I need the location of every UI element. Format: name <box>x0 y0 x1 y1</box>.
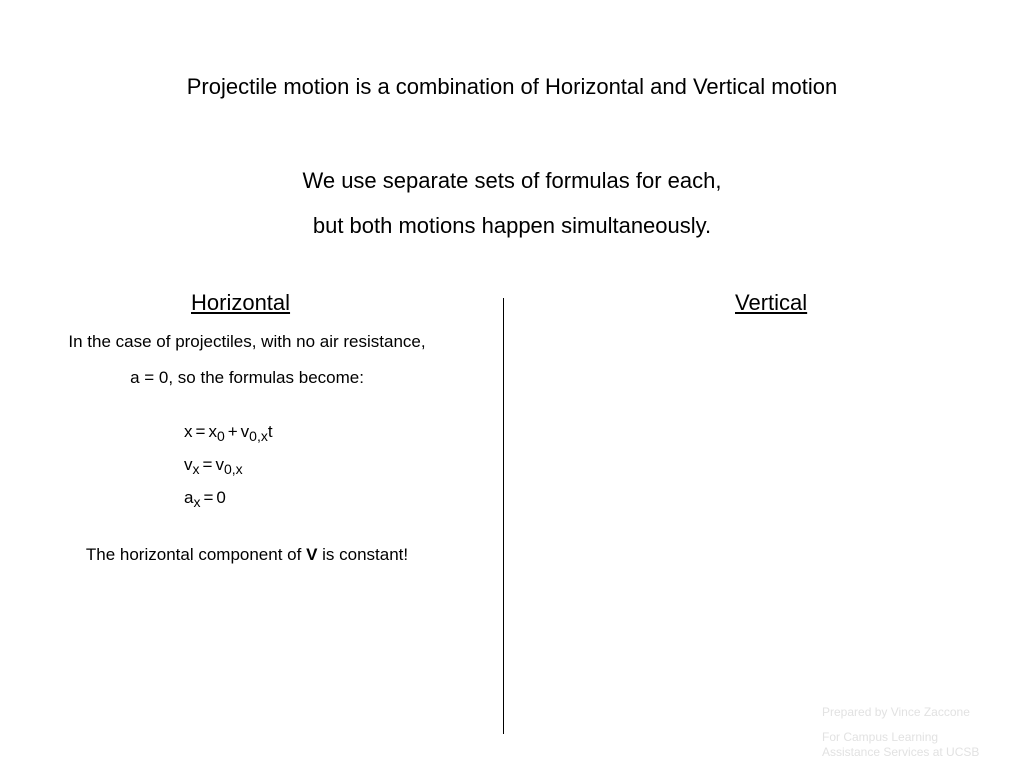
formula-2-lhs-subscript: x <box>192 461 200 477</box>
formula-1-term-2-subscript: 0,x <box>249 428 268 444</box>
subtitle-line-1: We use separate sets of formulas for each, <box>302 168 722 193</box>
credit-organization-line-2: Assistance Services at UCSB <box>822 745 980 759</box>
formula-3-lhs-subscript: x <box>193 494 201 510</box>
credit-prepared-by: Prepared by Vince Zaccone <box>822 705 970 719</box>
horizontal-conclusion <box>0 545 494 565</box>
credit-organization-line-1: For Campus Learning <box>822 730 939 744</box>
vertical-heading: Vertical <box>735 290 808 315</box>
formula-1-lhs: x <box>184 422 193 441</box>
formula-2-rhs-subscript: 0,x <box>223 461 243 477</box>
horizontal-case-line-1: In the case of projectiles, with no air resistance, <box>68 332 426 351</box>
formula-1-plus: + <box>227 422 238 441</box>
subtitle-line-2: but both motions happen simultaneously. <box>312 213 712 238</box>
formula-3-equals: = <box>203 488 214 507</box>
formula-2-rhs: v <box>215 455 224 474</box>
horizontal-case-line-2: a = 0, so the formulas become: <box>130 368 364 387</box>
formula-1-term-2: v <box>240 422 250 441</box>
formula-velocity <box>184 455 243 477</box>
conclusion-text-start: The horizontal component of <box>85 545 307 564</box>
formula-3-lhs: a <box>184 488 194 507</box>
formula-1-term-2-tail: t <box>267 422 273 441</box>
formula-1-term-1: x <box>208 422 217 441</box>
formula-1-equals: = <box>195 422 206 441</box>
formula-acceleration <box>184 488 226 510</box>
formula-3-rhs: 0 <box>216 488 226 507</box>
formula-position <box>184 422 273 444</box>
formula-1-term-1-subscript: 0 <box>216 428 225 444</box>
formula-2-equals: = <box>202 455 213 474</box>
slide-title: Projectile motion is a combination of Horizontal and Vertical motion <box>186 74 838 99</box>
conclusion-bold-v: V <box>306 545 318 564</box>
formula-2-lhs: v <box>184 455 193 474</box>
credit-organization <box>822 730 979 760</box>
column-divider <box>503 298 504 734</box>
horizontal-heading: Horizontal <box>191 290 291 315</box>
conclusion-text-end: is constant! <box>317 545 409 564</box>
